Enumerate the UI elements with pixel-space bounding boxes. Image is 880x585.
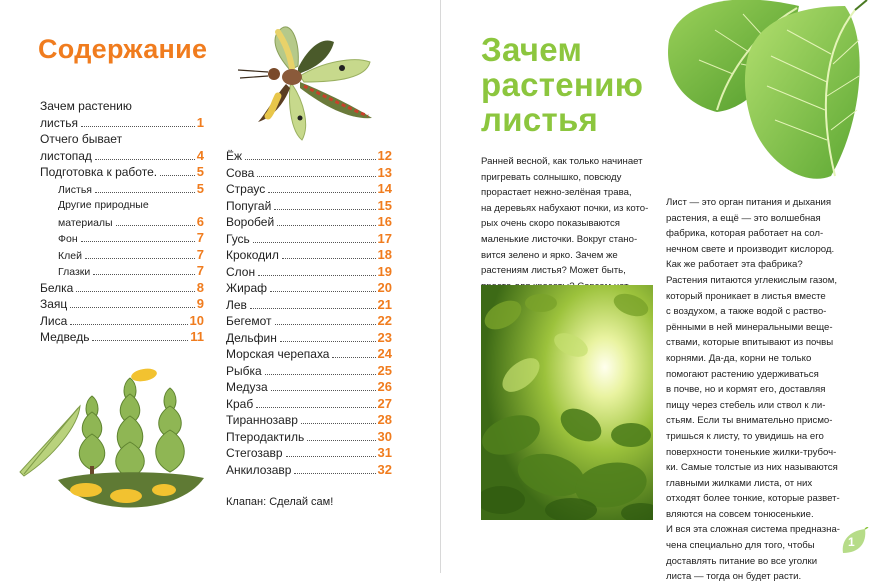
page-number: 1 xyxy=(848,535,855,549)
leaf-trees-illustration xyxy=(18,366,204,526)
toc-subentry[interactable]: материалы 6 xyxy=(58,213,204,229)
toc-column-2 xyxy=(226,148,392,478)
toc-entry[interactable]: Отчего бывает xyxy=(40,132,123,146)
toc-entry[interactable]: Попугай 15 xyxy=(226,197,392,213)
toc-entry[interactable]: Медуза 26 xyxy=(226,379,392,394)
toc-subentry[interactable]: Клей 7 xyxy=(58,246,204,262)
toc-entry[interactable]: Тираннозавр 28 xyxy=(226,412,392,427)
toc-entry[interactable]: Гусь 17 xyxy=(226,230,392,246)
toc-entry[interactable]: Белка 8 xyxy=(40,279,204,295)
toc-column-1 xyxy=(40,98,204,346)
toc-entry[interactable]: Воробей 16 xyxy=(226,214,392,229)
toc-entry[interactable]: Медведь 11 xyxy=(40,329,204,344)
toc-entry[interactable]: Ёж 12 xyxy=(226,148,392,163)
toc-entry[interactable]: Морская черепаха 24 xyxy=(226,346,392,361)
leaf-butterfly-illustration xyxy=(234,22,379,144)
toc-entry[interactable]: листья 1 xyxy=(40,114,204,130)
page-number-badge xyxy=(839,527,869,557)
toc-entry[interactable]: Страус 14 xyxy=(226,181,392,196)
green-leaves-illustration xyxy=(659,0,880,190)
toc-entry[interactable]: Рыбка 25 xyxy=(226,362,392,378)
toc-subentry[interactable]: Листья 5 xyxy=(58,180,204,196)
toc-entry[interactable]: Бегемот 22 xyxy=(226,313,392,328)
toc-entry[interactable]: Лиса 10 xyxy=(40,312,204,328)
toc-entry[interactable]: Сова 13 xyxy=(226,164,392,180)
toc-entry[interactable]: листопад 4 xyxy=(40,147,204,163)
toc-entry[interactable]: Крокодил 18 xyxy=(226,247,392,262)
toc-entry[interactable]: Жираф 20 xyxy=(226,280,392,295)
toc-entry[interactable]: Анкилозавр 32 xyxy=(226,461,392,477)
sunlit-leaves-photo xyxy=(481,285,653,520)
right-page xyxy=(441,0,880,583)
toc-entry[interactable]: Краб 27 xyxy=(226,395,392,411)
toc-entry[interactable]: Лев 21 xyxy=(226,296,392,312)
toc-entry[interactable]: Заяц 9 xyxy=(40,296,204,311)
toc-entry[interactable]: Подготовка к работе. 5 xyxy=(40,164,204,179)
intro-paragraph: Ранней весной, как только начинает пригревать солнышко, повсюду прорастает нежно-зелёная трава, на деревьях набухают почки, из кото- рых очень скоро показываются маленькие листочки. Вокруг стано- вится зелено и ярко. Зачем же растениям листья? Может быть, xyxy=(481,156,649,277)
toc-subentry[interactable]: Фон 7 xyxy=(58,230,204,245)
toc-entry[interactable]: Слон 19 xyxy=(226,263,392,279)
article-title: Зачем растению листья xyxy=(481,31,644,138)
toc-entry[interactable]: Стегозавр 31 xyxy=(226,445,392,460)
left-page xyxy=(0,0,440,573)
toc-entry[interactable]: Зачем растению xyxy=(40,99,132,113)
flap-note: Клапан: Сделай сам! xyxy=(226,496,334,508)
toc-subentry[interactable]: Другие природные xyxy=(58,199,149,211)
toc-entry[interactable]: Птеродактиль 30 xyxy=(226,428,392,444)
body-paragraph: Лист — это орган питания и дыхания растения, а ещё — это волшебная фабрика, которая работает на сол- нечном свете и производит кислород. Как же работает эта фабрика? Растения питаются углекислым газом, который проникает в листья вместе с воздухом, а также водой с раство- рёнными в ней минеральными веще- ствами, которые впитывают из почвы корнями. Да-да, корни не только помогают растению удерживаться в почве, но и кормят его, доставляя пищу через стебель или ствол к ли- стьям. Если ты внимательно присмо- тришься к листу, то увидишь на его поверхности тоненькие жилки-трубоч- ки. Самые толстые из них называются главными жилками листа, от них отходят более тонкие, которые развет- вляются на совсем тонюсенькие. И вся эта сложная система предназна- чена специально для того, чтобы доставлять питание во все уголки листа — тогда он будет расти. xyxy=(666,197,840,583)
toc-subentry[interactable]: Глазки 7 xyxy=(58,263,204,278)
toc-title: Содержание xyxy=(38,34,208,64)
toc-entry[interactable]: Дельфин 23 xyxy=(226,329,392,345)
